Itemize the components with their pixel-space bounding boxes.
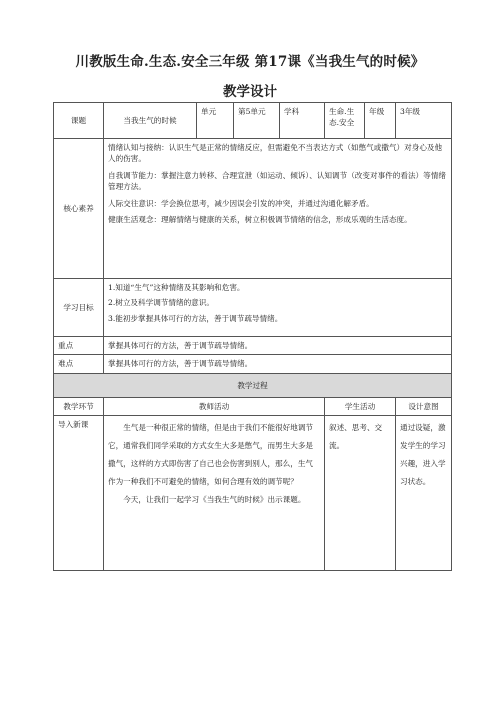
header-intent: 设计意图 <box>396 397 452 415</box>
core-paragraph: 人际交往意识：学会换位思考，减少因误会引发的冲突，并通过沟通化解矛盾。 <box>108 198 374 208</box>
lesson-plan-table <box>53 102 452 571</box>
grade-value: 3年级 <box>396 103 452 139</box>
key-point-value: 掌握具体可行的方法，善于调节疏导情绪。 <box>104 337 452 355</box>
topic-label: 课题 <box>54 103 104 139</box>
teacher-paragraph: 生气是一种很正常的情绪，但是由于我们不能很好地调节它，通常我们同学采取的方式女生大多是憋气，而男生大多是撒气，这样的方式即伤害了自己也会伤害到别人，那么，生气作为一种我们不可避免的情绪，如何合理有效的调节呢？ <box>108 423 314 486</box>
core-label: 核心素养 <box>54 139 104 279</box>
subject-value: 生命.生态.安全 <box>325 103 365 139</box>
process-title: 教学过程 <box>54 373 452 397</box>
grade-label: 年级 <box>365 103 396 139</box>
core-paragraph: 自我调节能力：掌握注意力转移、合理宣泄（如运动、倾诉）、认知调节（改变对事件的看法）等情绪管理方法。 <box>108 170 446 192</box>
header-teacher: 教师活动 <box>104 397 325 415</box>
teacher-paragraph: 今天，让我们一起学习《当我生气的时候》出示课题。 <box>123 494 306 504</box>
goal-item: 1.知道“生气”这种情绪及其影响和危害。 <box>108 283 245 292</box>
info-row <box>54 103 452 139</box>
learning-goals-row <box>54 279 452 337</box>
goals-label: 学习目标 <box>54 279 104 337</box>
core-content <box>104 139 452 279</box>
teacher-activity-cell <box>104 416 325 571</box>
difficulty-row <box>54 355 452 373</box>
core-paragraph: 健康生活观念：理解情绪与健康的关系，树立积极调节情绪的信念，形成乐观的生活态度。 <box>108 214 412 224</box>
key-point-row <box>54 337 452 355</box>
unit-value: 第5单元 <box>234 103 280 139</box>
stage-cell: 导入新课 <box>54 416 104 571</box>
document-subtitle: 教学设计 <box>223 84 277 100</box>
process-header-row <box>54 397 452 415</box>
design-intent-cell: 通过设疑，激发学生的学习兴趣，进入学习状态。 <box>396 416 452 571</box>
goals-content <box>104 279 452 337</box>
header-stage: 教学环节 <box>54 397 104 415</box>
process-title-row <box>54 373 452 397</box>
core-competency-row <box>54 139 452 279</box>
difficulty-label: 难点 <box>54 355 104 373</box>
student-activity-cell: 叙述、思考、交流。 <box>325 416 396 571</box>
unit-label: 单元 <box>197 103 234 139</box>
core-paragraph: 情绪认知与接纳：认识生气是正常的情绪反应，但需避免不当表达方式（如憋气或撒气）对身心及他人的伤害。 <box>108 143 443 164</box>
goal-item: 2.树立及科学调节情绪的意识。 <box>108 298 214 308</box>
document-title: 川教版生命.生态.安全三年级 第17课《当我生气的时候》 <box>75 54 425 70</box>
topic-value: 当我生气的时候 <box>104 103 197 139</box>
header-student: 学生活动 <box>325 397 396 415</box>
goal-item: 3.能初步掌握具体可行的方法，善于调节疏导情绪。 <box>108 313 283 323</box>
key-point-label: 重点 <box>54 337 104 355</box>
subject-label: 学科 <box>280 103 325 139</box>
difficulty-value: 掌握具体可行的方法，善于调节疏导情绪。 <box>104 355 452 373</box>
process-row <box>54 416 452 571</box>
